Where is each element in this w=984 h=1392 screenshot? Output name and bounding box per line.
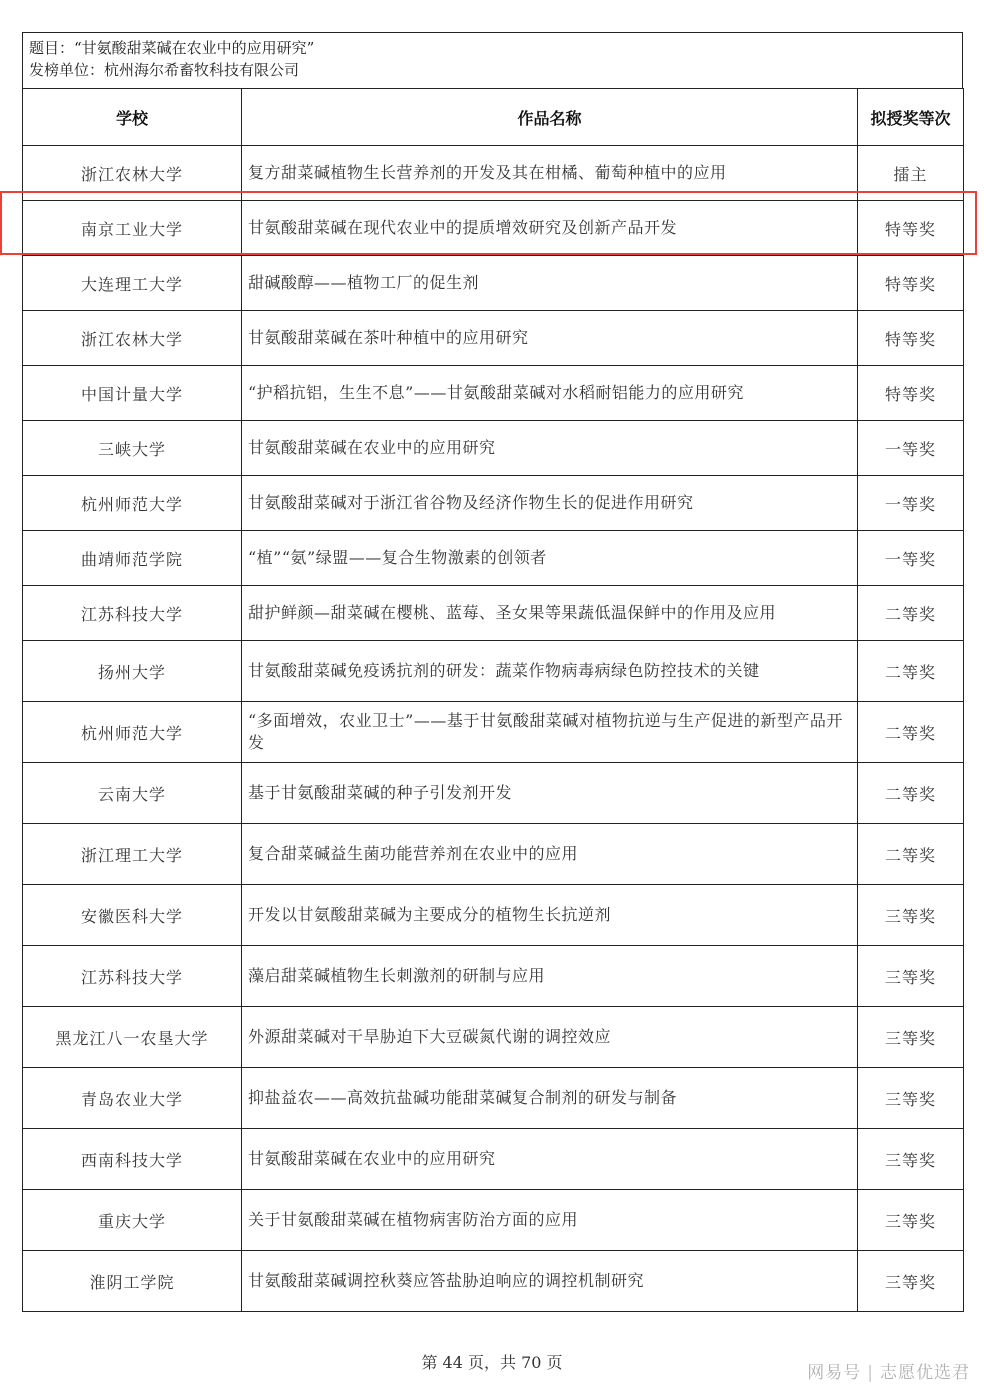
- award-cell: 三等奖: [858, 1068, 964, 1129]
- work-title-cell: “植”“氨”绿盟——复合生物激素的创领者: [242, 531, 858, 586]
- work-title-cell: 甘氨酸甜菜碱在茶叶种植中的应用研究: [242, 311, 858, 366]
- table-row: [23, 586, 964, 641]
- work-title-cell: 甜护鲜颜—甜菜碱在樱桃、蓝莓、圣女果等果蔬低温保鲜中的作用及应用: [242, 586, 858, 641]
- column-header-school: 学校: [23, 89, 242, 146]
- school-cell: 南京工业大学: [23, 201, 242, 256]
- work-title-cell: 开发以甘氨酸甜菜碱为主要成分的植物生长抗逆剂: [242, 885, 858, 946]
- award-cell: 一等奖: [858, 476, 964, 531]
- award-cell: 擂主: [858, 146, 964, 201]
- school-cell: 中国计量大学: [23, 366, 242, 421]
- school-cell: 重庆大学: [23, 1190, 242, 1251]
- table-row: [23, 366, 964, 421]
- school-cell: 黑龙江八一农垦大学: [23, 1007, 242, 1068]
- award-cell: 三等奖: [858, 885, 964, 946]
- work-title-cell: 抑盐益农——高效抗盐碱功能甜菜碱复合制剂的研发与制备: [242, 1068, 858, 1129]
- table-row: [23, 531, 964, 586]
- work-title-cell: 甘氨酸甜菜碱在农业中的应用研究: [242, 1129, 858, 1190]
- column-header-award: 拟授奖等次: [858, 89, 964, 146]
- school-cell: 浙江理工大学: [23, 824, 242, 885]
- award-cell: 二等奖: [858, 763, 964, 824]
- topic-title: 题目：“甘氨酸甜菜碱在农业中的应用研究”: [29, 39, 315, 57]
- table-header-row: [23, 89, 964, 146]
- school-cell: 浙江农林大学: [23, 311, 242, 366]
- school-cell: 淮阴工学院: [23, 1251, 242, 1312]
- award-cell: 三等奖: [858, 1190, 964, 1251]
- award-cell: 三等奖: [858, 946, 964, 1007]
- page-number-footer: 第 44 页，共 70 页: [421, 1353, 563, 1372]
- school-cell: 杭州师范大学: [23, 476, 242, 531]
- table-row: [23, 824, 964, 885]
- work-title-cell: 复合甜菜碱益生菌功能营养剂在农业中的应用: [242, 824, 858, 885]
- award-cell: 三等奖: [858, 1251, 964, 1312]
- school-cell: 江苏科技大学: [23, 586, 242, 641]
- table-row: [23, 1251, 964, 1312]
- school-cell: 曲靖师范学院: [23, 531, 242, 586]
- table-row: [23, 1007, 964, 1068]
- table-row: [23, 311, 964, 366]
- award-cell: 二等奖: [858, 824, 964, 885]
- award-cell: 三等奖: [858, 1007, 964, 1068]
- table-row: [23, 1068, 964, 1129]
- table-row: [23, 641, 964, 702]
- table-row: [23, 946, 964, 1007]
- school-cell: 浙江农林大学: [23, 146, 242, 201]
- award-cell: 特等奖: [858, 366, 964, 421]
- school-cell: 三峡大学: [23, 421, 242, 476]
- work-title-cell: 甜碱酸醇——植物工厂的促生剂: [242, 256, 858, 311]
- table-row: [23, 421, 964, 476]
- award-cell: 特等奖: [858, 256, 964, 311]
- awards-table: [22, 88, 964, 1312]
- school-cell: 扬州大学: [23, 641, 242, 702]
- table-row: [23, 1190, 964, 1251]
- school-cell: 安徽医科大学: [23, 885, 242, 946]
- school-cell: 云南大学: [23, 763, 242, 824]
- award-cell: 三等奖: [858, 1129, 964, 1190]
- column-header-work: 作品名称: [242, 89, 858, 146]
- table-row: [23, 702, 964, 763]
- award-cell: 二等奖: [858, 586, 964, 641]
- work-title-cell: 甘氨酸甜菜碱对于浙江省谷物及经济作物生长的促进作用研究: [242, 476, 858, 531]
- work-title-cell: 藻启甜菜碱植物生长刺激剂的研制与应用: [242, 946, 858, 1007]
- school-cell: 杭州师范大学: [23, 702, 242, 763]
- table-row: [23, 146, 964, 201]
- work-title-cell: 基于甘氨酸甜菜碱的种子引发剂开发: [242, 763, 858, 824]
- table-row: [23, 476, 964, 531]
- work-title-cell: 甘氨酸甜菜碱在现代农业中的提质增效研究及创新产品开发: [242, 201, 858, 256]
- school-cell: 江苏科技大学: [23, 946, 242, 1007]
- table-row: [23, 1129, 964, 1190]
- table-row: [23, 885, 964, 946]
- award-cell: 一等奖: [858, 421, 964, 476]
- watermark-author: 志愿优选君: [880, 1363, 970, 1383]
- work-title-cell: 甘氨酸甜菜碱免疫诱抗剂的研发：蔬菜作物病毒病绿色防控技术的关键: [242, 641, 858, 702]
- document-header: [22, 32, 963, 88]
- watermark: [807, 1358, 970, 1383]
- school-cell: 西南科技大学: [23, 1129, 242, 1190]
- table-row: [23, 763, 964, 824]
- work-title-cell: “多面增效，农业卫士”——基于甘氨酸甜菜碱对植物抗逆与生产促进的新型产品开发: [242, 702, 858, 763]
- school-cell: 青岛农业大学: [23, 1068, 242, 1129]
- award-cell: 特等奖: [858, 311, 964, 366]
- work-title-cell: “护稻抗铝，生生不息”——甘氨酸甜菜碱对水稻耐铝能力的应用研究: [242, 366, 858, 421]
- work-title-cell: 甘氨酸甜菜碱在农业中的应用研究: [242, 421, 858, 476]
- work-title-cell: 复方甜菜碱植物生长营养剂的开发及其在柑橘、葡萄种植中的应用: [242, 146, 858, 201]
- watermark-separator: |: [867, 1363, 874, 1383]
- award-cell: 二等奖: [858, 641, 964, 702]
- publisher-line: 发榜单位：杭州海尔希畜牧科技有限公司: [29, 61, 300, 79]
- award-cell: 一等奖: [858, 531, 964, 586]
- table-row: [23, 201, 964, 256]
- award-cell: 特等奖: [858, 201, 964, 256]
- work-title-cell: 关于甘氨酸甜菜碱在植物病害防治方面的应用: [242, 1190, 858, 1251]
- watermark-brand: 网易号: [807, 1363, 862, 1383]
- work-title-cell: 甘氨酸甜菜碱调控秋葵应答盐胁迫响应的调控机制研究: [242, 1251, 858, 1312]
- work-title-cell: 外源甜菜碱对干旱胁迫下大豆碳氮代谢的调控效应: [242, 1007, 858, 1068]
- school-cell: 大连理工大学: [23, 256, 242, 311]
- award-cell: 二等奖: [858, 702, 964, 763]
- table-row: [23, 256, 964, 311]
